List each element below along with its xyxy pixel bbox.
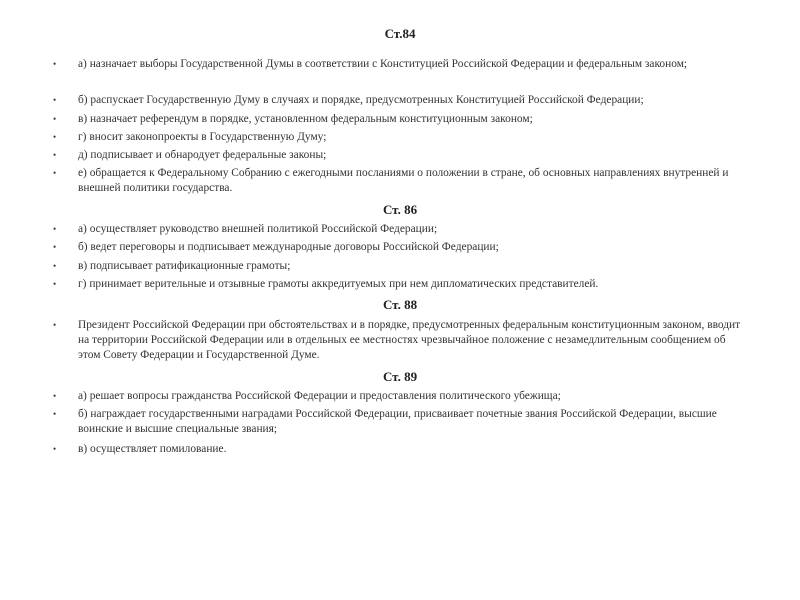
list-item-text: д) подписывает и обнародует федеральные законы; [78,149,327,161]
list-item-text: г) вносит законопроекты в Государственную Думу; [78,131,327,143]
section-title-st88: Ст. 88 [382,297,418,312]
section-title-st86: Ст. 86 [382,202,418,217]
list-item-text: б) ведет переговоры и подписывает международные договоры Российской Федерации; [78,241,499,253]
list-item-text: в) осуществляет помилование. [78,443,227,455]
list-item-text: а) назначает выборы Государственной Думы в соответствии с Конституцией Российской Федерации и федеральным законом; [78,58,688,70]
list-item-text: а) решает вопросы гражданства Российской Федерации и предоставления политического убежища; [78,390,561,402]
bullet-icon: • [53,224,57,234]
bullet-icon: • [53,409,57,419]
bullet-icon: • [53,242,57,252]
list-item-text: е) обращается к Федеральному Собранию с ежегодными посланиями о положении в стране, об основных направлениях внутренней и внешней политики государства. [78,167,729,194]
bullet-icon: • [53,320,57,330]
bullet-icon: • [53,59,57,69]
section-title-st89: Ст. 89 [382,369,418,384]
section-title-st84: Ст.84 [384,26,416,41]
list-item-text: г) принимает верительные и отзывные грамоты аккредитуемых при нем дипломатических представителей. [78,278,599,290]
bullet-icon: • [53,150,57,160]
list-item-text: в) назначает референдум в порядке, установленном федеральным конституционным законом; [78,113,533,125]
list-item-text: в) подписывает ратификационные грамоты; [78,260,291,272]
bullet-icon: • [53,168,57,178]
bullet-icon: • [53,261,57,271]
bullet-icon: • [53,391,57,401]
bullet-icon: • [53,444,57,454]
bullet-icon: • [53,132,57,142]
bullet-icon: • [53,279,57,289]
bullet-icon: • [53,95,57,105]
list-item-text: б) награждает государственными наградами Российской Федерации, присваивает почетные звания Российской Федерации, высшие воинские и высшие специальные звания; [78,408,717,435]
list-item-text: б) распускает Государственную Думу в случаях и порядке, предусмотренных Конституцией Российской Федерации; [78,94,644,106]
bullet-icon: • [53,114,57,124]
list-item-text: Президент Российской Федерации при обстоятельствах и в порядке, предусмотренных федеральным конституционным законом, вводит на территории Российской Федерации или в отдельных ее местностях чрезвычайное положение с незамедлительным сообщением об этом Совету Федерации и Государственной Думе. [78,319,741,361]
list-item-text: а) осуществляет руководство внешней политикой Российской Федерации; [78,223,438,235]
